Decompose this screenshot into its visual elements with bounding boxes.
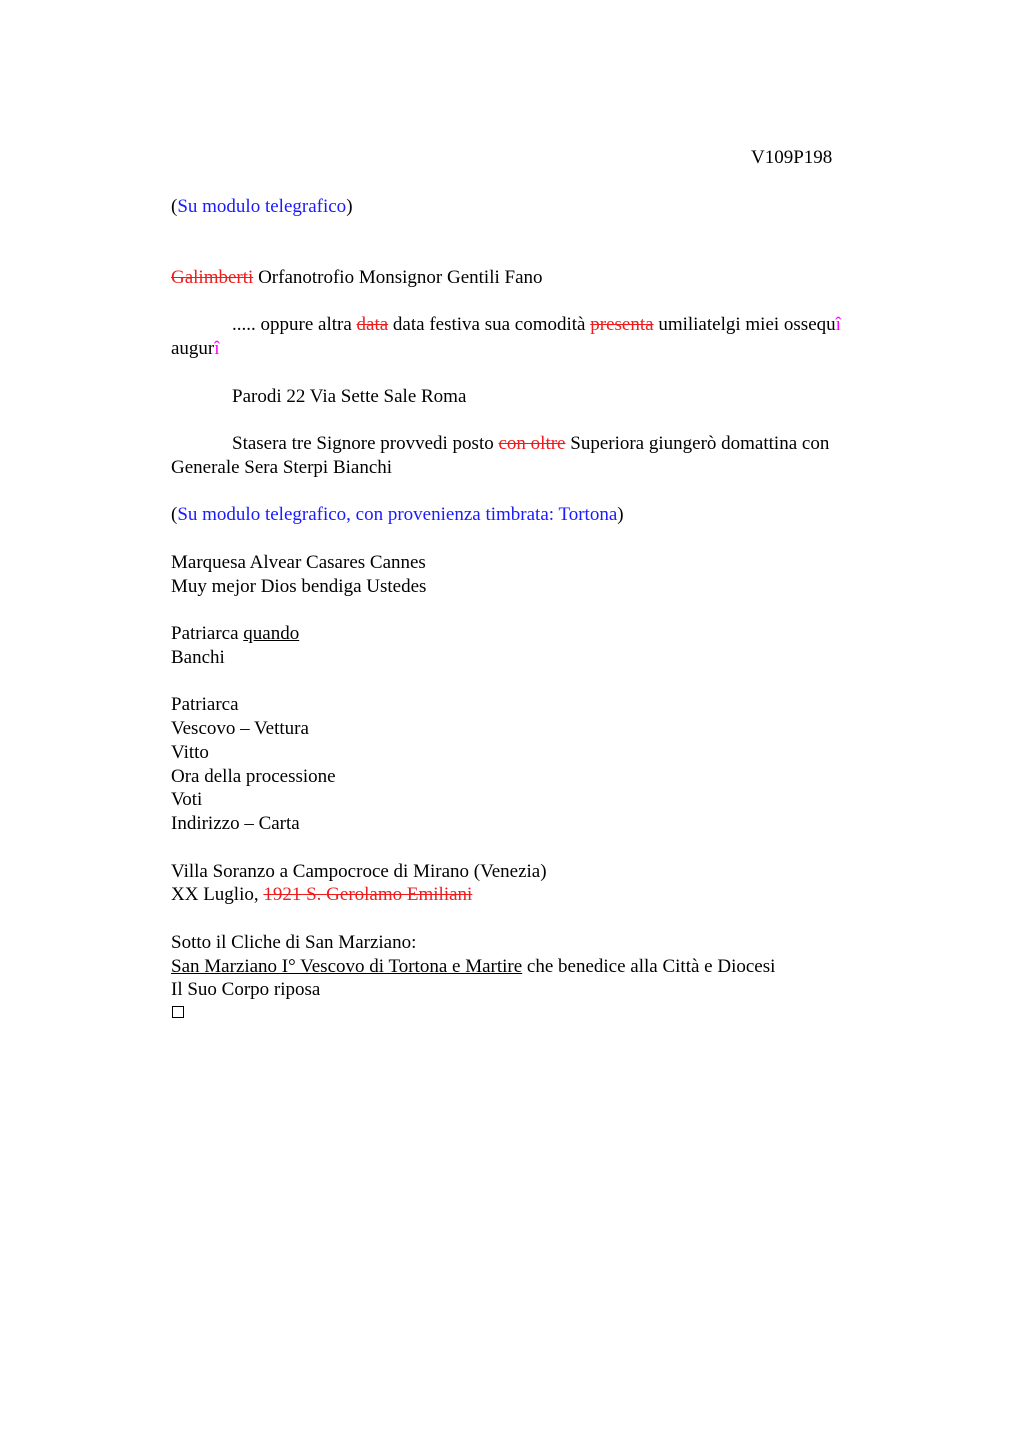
telegram-line-stasera	[232, 432, 829, 456]
telegram-text: Orfanotrofio Monsignor Gentili Fano	[253, 267, 543, 288]
telegram-line-stasera-cont: Generale Sera Sterpi Bianchi	[171, 457, 393, 478]
marziano-line	[171, 955, 775, 979]
text-span: Superiora giungerò domattina con	[565, 433, 830, 454]
villa-line: Villa Soranzo a Campocroce di Mirano (Venezia)	[171, 861, 547, 882]
sotto-line: Sotto il Cliche di San Marziano:	[171, 932, 417, 953]
marquesa-line-1: Marquesa Alvear Casares Cannes	[171, 552, 426, 573]
telegram-line-oppure-cont	[171, 337, 220, 361]
patriarca-quando-line	[171, 622, 299, 646]
list-item: Voti	[171, 789, 203, 810]
text-span: Patriarca	[171, 623, 244, 644]
text-span: Stasera tre Signore provvedi posto	[232, 433, 499, 454]
telegram-line-oppure	[232, 313, 841, 337]
text-span: XX Luglio,	[171, 884, 264, 905]
marquesa-line-2: Muy mejor Dios bendiga Ustedes	[171, 576, 427, 597]
paren-close: )	[346, 196, 353, 217]
empty-box-symbol	[172, 1006, 184, 1018]
deleted-text: Galimberti	[171, 267, 254, 288]
text-span: che benedice alla Città e Diocesi	[522, 956, 776, 977]
text-span: data festiva sua comodità	[388, 314, 591, 335]
editorial-mark: î	[214, 338, 220, 359]
telegram-line-parodi: Parodi 22 Via Sette Sale Roma	[232, 386, 467, 407]
list-item: Vitto	[171, 742, 209, 763]
deleted-text: data	[356, 314, 389, 335]
paren-close: )	[617, 504, 624, 525]
deleted-text: presenta	[590, 314, 654, 335]
text-span: ..... oppure altra	[232, 314, 357, 335]
editorial-note-1	[171, 195, 353, 219]
banchi-line: Banchi	[171, 647, 225, 668]
telegram-line-fano	[171, 266, 543, 290]
editorial-note-2	[171, 503, 624, 527]
deleted-text: con oltre	[498, 433, 566, 454]
editorial-mark: î	[835, 314, 841, 335]
deleted-text: 1921 S. Gerolamo Emiliani	[263, 884, 473, 905]
list-item: Ora della processione	[171, 766, 336, 787]
list-item: Patriarca	[171, 694, 239, 715]
underlined-text: quando	[243, 623, 300, 644]
editorial-note-text: Su modulo telegrafico	[177, 196, 347, 217]
list-item: Indirizzo – Carta	[171, 813, 300, 834]
text-span: umiliatelgi miei ossequ	[653, 314, 836, 335]
paren-open: (	[171, 196, 178, 217]
underlined-text: San Marziano I° Vescovo di Tortona e Martire	[171, 956, 523, 977]
luglio-line	[171, 883, 472, 907]
text-span: augur	[171, 338, 215, 359]
list-item: Vescovo – Vettura	[171, 718, 309, 739]
document-reference: V109P198	[751, 147, 833, 168]
paren-open: (	[171, 504, 178, 525]
corpo-line: Il Suo Corpo riposa	[171, 979, 321, 1000]
editorial-note-text: Su modulo telegrafico, con provenienza timbrata: Tortona	[177, 504, 618, 525]
